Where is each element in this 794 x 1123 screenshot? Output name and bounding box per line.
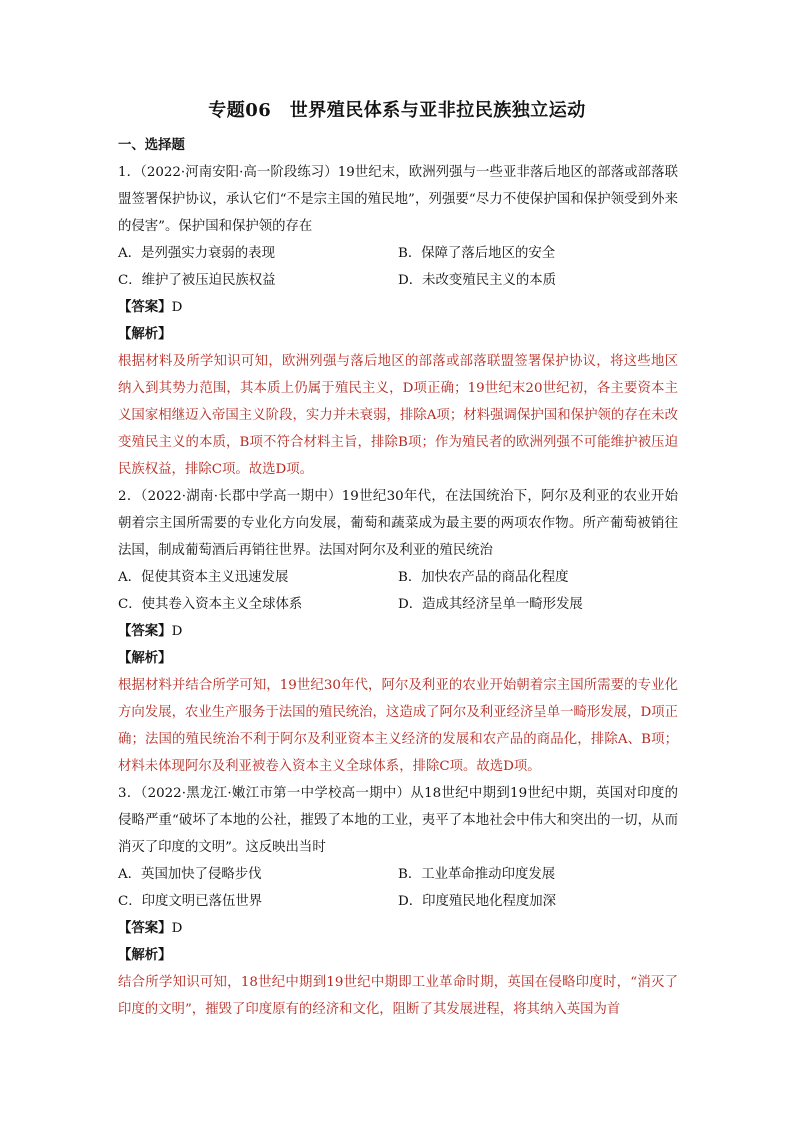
option-b: B．保障了落后地区的安全 (398, 246, 556, 261)
option-a: A．是列强实力衰弱的表现 (118, 246, 275, 261)
document-title: 专题06 世界殖民体系与亚非拉民族独立运动 (208, 100, 586, 121)
option-c: C．维护了被压迫民族权益 (118, 273, 276, 288)
option-d: D．印度殖民地化程度加深 (398, 894, 557, 909)
options-2 (118, 564, 678, 618)
section-heading: 一、选择题 (118, 137, 185, 153)
question-number: 2 (118, 489, 127, 504)
analysis-heading-2 (118, 645, 678, 672)
analysis-text-1: 根据材料及所学知识可知，欧洲列强与落后地区的部落或部落联盟签署保护协议，将这些地区纳入到其势力范围，其本质上仍属于殖民主义，D项正确；19世纪末20世纪初，各主要资本主义国家相继迈入帝国主义阶段，实力并未衰弱，排除A项；材料强调保护国和保护领的存在未改变殖民主义的本质，B项不符合材料主旨，排除B项；作为殖民者的欧洲列强不可能维护被压迫民族权益，排除C项。故选D项。 (118, 354, 678, 477)
answer-label: 【答案】 (118, 920, 172, 936)
document-content (118, 132, 678, 1023)
question-source: （2022·河南安阳·高一阶段练习） (140, 165, 338, 180)
analysis-text-2: 根据材料并结合所学可知，19世纪30年代，阿尔及利亚的农业开始朝着宗主国所需要的专业化方向发展，农业生产服务于法国的殖民统治，这造成了阿尔及利亚经济呈单一畸形发展，D项正确；法国的殖民统治不利于阿尔及利亚资本主义经济的发展和农产品的商品化，排除A、B项；材料未体现阿尔及利亚被卷入资本主义全球体系，排除C项。故选D项。 (118, 678, 678, 774)
answer-label: 【答案】 (118, 299, 172, 315)
option-b: B．加快农产品的商品化程度 (398, 570, 569, 585)
question-3: 3．（2022·黑龙江·嫩江市第一中学校高一期中）从18世纪中期到19世纪中期，英国对印度的侵略严重“破坏了本地的公社，摧毁了本地的工业，夷平了本地社会中伟大和突出的一切，从而消灭了印度的文明”。这反映出当时 (118, 786, 679, 855)
answer-1 (118, 294, 678, 321)
question-source: （2022·湖南·长郡中学高一期中） (140, 489, 342, 504)
analysis-heading-1 (118, 321, 678, 348)
options-1 (118, 240, 678, 294)
question-number: 3 (118, 786, 127, 801)
analysis-label: 【解析】 (118, 326, 172, 342)
answer-label: 【答案】 (118, 623, 172, 639)
option-b: B．工业革命推动印度发展 (398, 867, 556, 882)
question-number: 1 (118, 165, 127, 180)
answer-2 (118, 618, 678, 645)
option-c: C．印度文明已落伍世界 (118, 894, 263, 909)
question-stem: 19世纪末，欧洲列强与一些亚非落后地区的部落或部落联盟签署保护协议，承认它们“不是宗主国的殖民地”，列强要“尽力不使保护国和保护领受到外来的侵害”。保护国和保护领的存在 (118, 165, 678, 234)
question-2: 2．（2022·湖南·长郡中学高一期中）19世纪30年代，在法国统治下，阿尔及利亚的农业开始朝着宗主国所需要的专业化方向发展，葡萄和蔬菜成为最主要的两项农作物。所产葡萄被销往法国，制成葡萄酒后再销往世界。法国对阿尔及利亚的殖民统治 (118, 489, 679, 558)
answer-value: D (171, 624, 183, 639)
answer-3 (118, 915, 678, 942)
question-stem: 19世纪30年代，在法国统治下，阿尔及利亚的农业开始朝着宗主国所需要的专业化方向发展，葡萄和蔬菜成为最主要的两项农作物。所产葡萄被销往法国，制成葡萄酒后再销往世界。法国对阿尔及利亚的殖民统治 (118, 489, 679, 558)
question-source: （2022·黑龙江·嫩江市第一中学校高一期中） (140, 786, 411, 801)
option-d: D．未改变殖民主义的本质 (398, 273, 557, 288)
analysis-label: 【解析】 (118, 650, 172, 666)
answer-value: D (171, 300, 183, 315)
analysis-text-3: 结合所学知识可知，18世纪中期到19世纪中期即工业革命时期，英国在侵略印度时，“消灭了印度的文明”，摧毁了印度原有的经济和文化，阻断了其发展进程，将其纳入英国为首 (118, 975, 678, 1017)
option-d: D．造成其经济呈单一畸形发展 (398, 597, 583, 612)
option-a: A．英国加快了侵略步伐 (118, 867, 262, 882)
analysis-label: 【解析】 (118, 947, 172, 963)
analysis-heading-3 (118, 942, 678, 969)
answer-value: D (171, 921, 183, 936)
option-c: C．使其卷入资本主义全球体系 (118, 597, 303, 612)
question-1: 1．（2022·河南安阳·高一阶段练习）19世纪末，欧洲列强与一些亚非落后地区的部落或部落联盟签署保护协议，承认它们“不是宗主国的殖民地”，列强要“尽力不使保护国和保护领受到外来的侵害”。保护国和保护领的存在 (118, 165, 678, 234)
options-3 (118, 861, 678, 915)
option-a: A．促使其资本主义迅速发展 (118, 570, 289, 585)
question-stem: 从18世纪中期到19世纪中期，英国对印度的侵略严重“破坏了本地的公社，摧毁了本地的工业，夷平了本地社会中伟大和突出的一切，从而消灭了印度的文明”。这反映出当时 (118, 786, 679, 855)
